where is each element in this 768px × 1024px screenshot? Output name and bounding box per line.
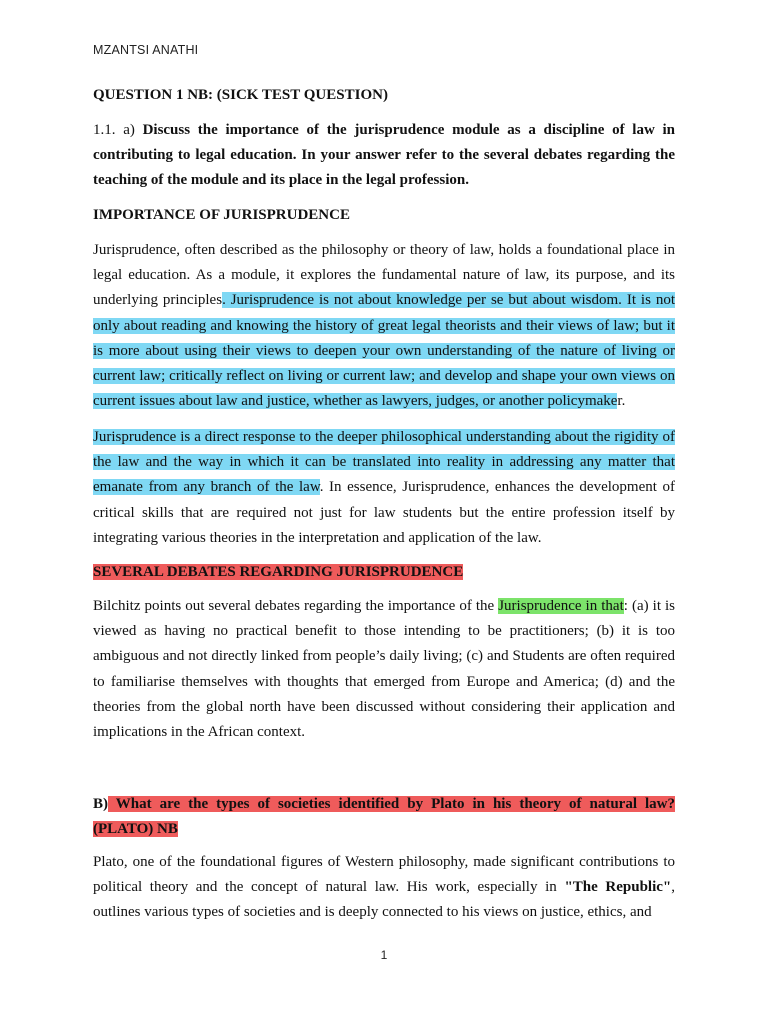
paragraph-text: r. xyxy=(617,393,626,410)
question-prompt-text: Discuss the importance of the jurisprudence module as a discipline of law in contributing to legal education. In your answer refer to the several debates regarding the teaching of the module and its place in the legal profession. xyxy=(93,122,675,189)
importance-paragraph-2 xyxy=(93,425,675,551)
question-1-heading: QUESTION 1 NB: (SICK TEST QUESTION) xyxy=(93,87,388,103)
question-prefix: 1.1. a) xyxy=(93,122,143,138)
highlighted-text: Jurisprudence in that xyxy=(498,598,624,614)
importance-paragraph-1 xyxy=(93,238,675,414)
highlighted-heading: SEVERAL DEBATES REGARDING JURISPRUDENCE xyxy=(93,564,464,580)
book-title: "The Republic" xyxy=(564,879,672,896)
paragraph-text: Plato, one of the foundational figures of Western philosophy, made significant contributions to political theory and the concept of natural law. His work, especially in xyxy=(93,854,675,896)
debates-paragraph xyxy=(93,594,675,745)
paragraph-text: : (a) it is viewed as having no practical benefit to those intending to be practitioners; (b) it is too ambiguous and not directly linked from people’s daily living; (c) and Students are often required to familiarise themselves with thoughts that emerged from Europe and America; (d) and the theories from the global north have been discussed without considering their application and implications in the African context. xyxy=(93,598,676,741)
highlighted-question: What are the types of societies identified by Plato in his theory of natural law? (PLATO) NB xyxy=(93,796,675,838)
question-b-prefix: B) xyxy=(93,796,108,812)
plato-paragraph xyxy=(93,850,675,926)
question-1-1-prompt xyxy=(93,118,675,194)
document-author-header: MZANTSI ANATHI xyxy=(93,43,199,57)
debates-heading xyxy=(93,564,463,581)
paragraph-text: Bilchitz points out several debates regarding the importance of the xyxy=(93,598,499,614)
highlighted-text: Jurisprudence is a direct response to the deeper philosophical understanding about the rigidity of the law and the way in which it can be translated into reality in addressing any matter that emanate from any branch of the law xyxy=(93,429,675,496)
paragraph-text: Jurisprudence, often described as the philosophy or theory of law, holds a foundational place in legal education. As a module, it explores the fundamental nature of law, its purpose, and its underlying principles xyxy=(93,242,675,309)
importance-heading: IMPORTANCE OF JURISPRUDENCE xyxy=(93,207,350,223)
highlighted-text: . Jurisprudence is not about knowledge per se but about wisdom. It is not only about reading and knowing the history of great legal theorists and their views of law; but it is more about using their views to deepen your own understanding of the nature of living or current law; critically reflect on living or current law; and develop and shape your own views on current issues about law and justice, whether as lawyers, judges, or another policymake xyxy=(93,292,676,410)
paragraph-text: . In essence, Jurisprudence, enhances the development of critical skills that are required not just for law students but the entire profession itself by integrating various theories in the interpretation and application of the law. xyxy=(93,479,675,546)
paragraph-text: , outlines various types of societies and is deeply connected to his views on justice, ethics, and xyxy=(93,879,675,921)
page-number: 1 xyxy=(380,948,388,962)
question-b-prompt xyxy=(93,792,675,842)
